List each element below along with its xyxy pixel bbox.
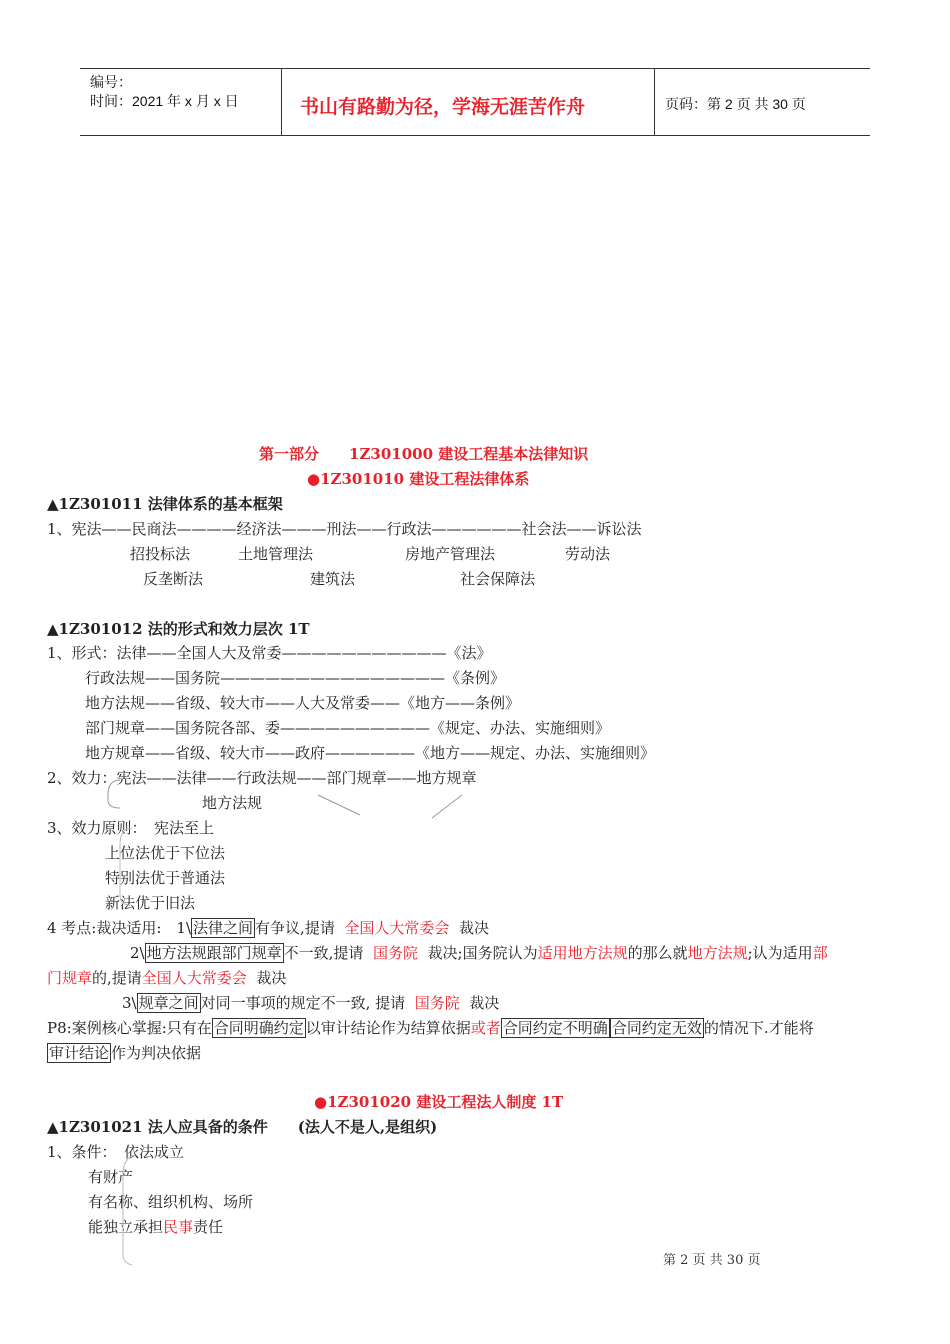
exam-text: 有争议,提请 [255, 919, 335, 937]
condition-item: 有名称、组织机构、场所 [88, 1193, 254, 1211]
boxed-term: 合同明确约定 [213, 1019, 304, 1037]
highlight-red: 全国人大常委会 [141, 969, 247, 987]
boxed-term: 合同约定不明确 [502, 1019, 608, 1037]
effect-bracket [108, 780, 120, 808]
principle-label: 3、效力原则： 宪法至上 [47, 819, 215, 837]
highlight-red: 全国人大常委会 [344, 919, 450, 937]
exam-text: 的,提请 [92, 969, 142, 987]
law-item: 劳动法 [565, 545, 611, 563]
boxed-term: 合同约定无效 [611, 1019, 702, 1037]
form-line: 部门规章——国务院各部、委——————————《规定、办法、实施细则》 [85, 719, 611, 737]
part-title: 第一部分 1Z301000 建设工程基本法律知识 [259, 445, 589, 463]
principle-item: 上位法优于下位法 [105, 844, 226, 862]
law-item: 社会保障法 [460, 570, 536, 588]
exam-line-3-prefix: 3\ [122, 994, 137, 1012]
condition-text: 能独立承担 [88, 1218, 164, 1236]
boxed-term: 规章之间 [138, 994, 199, 1012]
principle-bracket [120, 828, 132, 905]
exam-text: 的那么就 [627, 944, 688, 962]
section-title-1z301020: ●1Z301020 建设工程法人制度 1T [314, 1093, 564, 1111]
highlight-red: 地方法规 [687, 944, 748, 962]
exam-text: 对同一事项的规定不一致, 提请 [200, 994, 406, 1012]
page-footer: 第 2 页 共 30 页 [663, 1253, 761, 1268]
exam-text: 不一致,提请 [283, 944, 364, 962]
form-line: 1、形式：法律——全国人大及常委———————————《法》 [47, 644, 492, 662]
highlight-red: 部 [812, 944, 828, 962]
principle-item: 新法优于旧法 [105, 894, 196, 912]
condition-text: 责任 [193, 1218, 224, 1236]
condition-bracket [123, 1155, 135, 1265]
exam-line-1-prefix: 4 考点:裁决适用: 1\ [47, 919, 192, 937]
p8-text: 以审计结论作为结算依据 [305, 1019, 471, 1037]
highlight-red: 门规章 [47, 969, 93, 987]
p8-text: 的情况下.才能将 [703, 1019, 814, 1037]
form-line: 行政法规——国务院———————————————《条例》 [85, 669, 506, 687]
highlight-red: 民事 [163, 1218, 194, 1236]
effect-sub: 地方法规 [202, 794, 263, 812]
condition-label: 1、条件： 依法成立 [47, 1143, 185, 1161]
section-title-1z301010: ●1Z301010 建设工程法律体系 [307, 470, 530, 488]
law-item: 土地管理法 [238, 545, 314, 563]
effect-connector [432, 795, 462, 818]
heading-1z301012: ▲1Z301012 法的形式和效力层次 1T [47, 620, 310, 638]
law-framework-line: 1、宪法——民商法————经济法———刑法——行政法——————社会法——诉讼法 [47, 520, 642, 538]
law-item: 建筑法 [310, 570, 356, 588]
exam-text: ;认为适用 [747, 944, 813, 962]
heading-1z301021: ▲1Z301021 法人应具备的条件 (法人不是人,是组织) [47, 1118, 438, 1136]
exam-text: 裁决 [256, 969, 287, 987]
principle-item: 特别法优于普通法 [105, 869, 226, 887]
exam-text: 裁决 [458, 919, 489, 937]
p8-text: P8:案例核心掌握:只有在 [47, 1019, 212, 1037]
header-page-info: 页码：第 2 页 共 30 页 [665, 96, 806, 112]
exam-text: 裁决;国务院认为 [427, 944, 538, 962]
effect-connector [318, 795, 360, 815]
boxed-term: 审计结论 [49, 1044, 110, 1062]
heading-1z301011: ▲1Z301011 法律体系的基本框架 [47, 495, 283, 513]
form-line: 地方法规——省级、较大市——人大及常委——《地方——条例》 [85, 694, 521, 712]
effect-line: 2、效力：宪法——法律——行政法规——部门规章——地方规章 [47, 769, 477, 787]
header-number-label: 编号： [90, 74, 132, 90]
highlight-red: 或者 [470, 1019, 501, 1037]
header-time-label: 时间：2021 年 x 月 x 日 [90, 93, 239, 109]
condition-item: 有财产 [88, 1168, 134, 1186]
highlight-red: 国务院 [414, 994, 460, 1012]
p8-text: 作为判决依据 [111, 1044, 202, 1062]
law-item: 反垄断法 [143, 570, 204, 588]
law-item: 房地产管理法 [405, 545, 496, 563]
boxed-term: 法律之间 [193, 919, 254, 937]
highlight-red: 适用地方法规 [537, 944, 628, 962]
law-item: 招投标法 [130, 545, 191, 563]
header-motto: 书山有路勤为径，学海无涯苦作舟 [300, 96, 586, 118]
form-line: 地方规章——省级、较大市——政府——————《地方——规定、办法、实施细则》 [85, 744, 656, 762]
boxed-term: 地方法规跟部门规章 [146, 944, 282, 962]
highlight-red: 国务院 [372, 944, 418, 962]
exam-text: 裁决 [469, 994, 500, 1012]
exam-line-2-prefix: 2\ [130, 944, 145, 962]
